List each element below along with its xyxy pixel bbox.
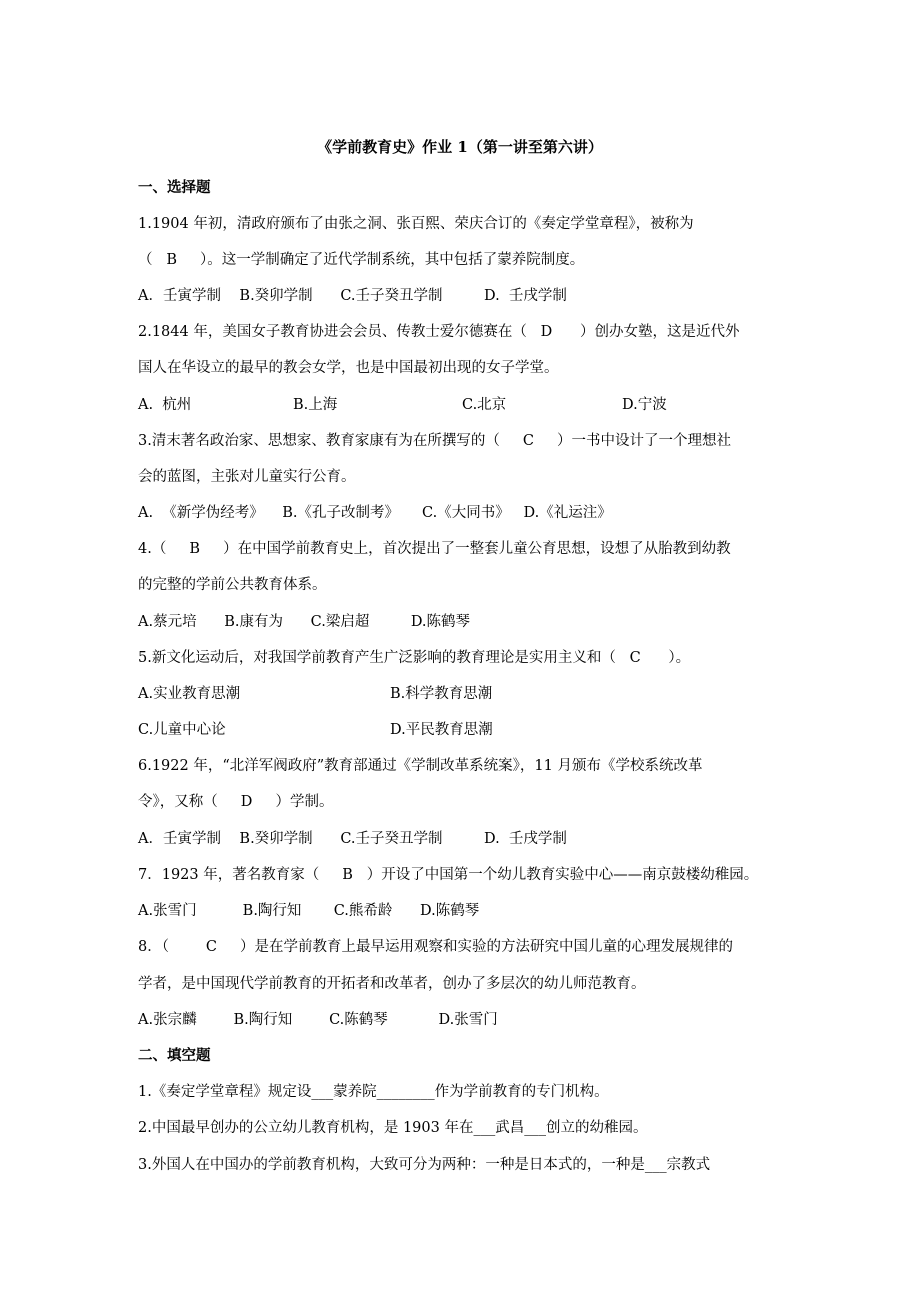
question-5-option-a: A.实业教育思潮 [138,686,241,702]
question-2-option-d: D.宁波 [622,397,667,413]
question-7-line-1: 7．1923 年，著名教育家（ B ）开设了中国第一个幼儿教育实验中心——南京鼓楼幼稚园。 [138,867,759,883]
section-heading-fill-blank: 二、填空题 [138,1047,211,1064]
fill-blank-3: 3.外国人在中国办的学前教育机构，大致可分为两种：一种是日本式的，一种是___宗教式 [138,1157,711,1173]
question-2-option-c: C.北京 [462,397,507,413]
question-3-line-1: 3.清末著名政治家、思想家、教育家康有为在所撰写的（ C ）一书中设计了一个理想社 [138,433,732,449]
question-3-options: A. 《新学伪经考》 B.《孔子改制考》 C.《大同书》 D.《礼运注》 [138,505,612,521]
question-1-line-1: 1.1904 年初，清政府颁布了由张之洞、张百熙、荣庆合订的《奏定学堂章程》，被称为 [138,216,694,232]
question-8-line-1: 8．（ C ）是在学前教育上最早运用观察和实验的方法研究中国儿童的心理发展规律的 [138,939,733,955]
question-5-option-c: C.儿童中心论 [138,722,226,738]
question-2-option-a: A. 杭州 [138,397,192,413]
question-1-line-2: （ B ）。这一学制确定了近代学制系统，其中包括了蒙养院制度。 [138,252,585,268]
question-6-line-2: 令》，又称（ D ）学制。 [138,794,334,810]
question-1-options: A．壬寅学制 B.癸卯学制 C.壬子癸丑学制 D. 壬戌学制 [138,288,567,304]
question-6-options: A．壬寅学制 B.癸卯学制 C.壬子癸丑学制 D. 壬戌学制 [138,831,567,847]
question-3-line-2: 会的蓝图，主张对儿童实行公育。 [138,469,356,485]
question-4-options: A.蔡元培 B.康有为 C.梁启超 D.陈鹤琴 [138,614,471,630]
question-8-line-2: 学者，是中国现代学前教育的开拓者和改革者，创办了多层次的幼儿师范教育。 [138,976,646,992]
question-5-option-d: D.平民教育思潮 [390,722,493,738]
question-4-line-1: 4.（ B ）在中国学前教育史上，首次提出了一整套儿童公育思想，设想了从胎教到幼教 [138,541,731,557]
question-4-line-2: 的完整的学前公共教育体系。 [138,577,327,593]
page-title: 《学前教育史》作业 1（第一讲至第六讲） [317,138,603,156]
section-heading-choice: 一、选择题 [138,179,211,196]
fill-blank-2: 2.中国最早创办的公立幼儿教育机构，是 1903 年在___武昌___创立的幼稚园。 [138,1120,648,1136]
question-8-options: A.张宗麟 B.陶行知 C.陈鹤琴 D.张雪门 [138,1012,498,1028]
question-5-option-b: B.科学教育思潮 [390,686,493,702]
question-2-line-1: 2.1844 年，美国女子教育协进会会员、传教士爱尔德赛在（ D ）创办女塾，这是近代外 [138,324,740,340]
question-2-line-2: 国人在华设立的最早的教会女学，也是中国最初出现的女子学堂。 [138,360,559,376]
question-5-line-1: 5.新文化运动后，对我国学前教育产生广泛影响的教育理论是实用主义和（ C ）。 [138,650,691,666]
fill-blank-1: 1.《奏定学堂章程》规定设___蒙养院________作为学前教育的专门机构。 [138,1084,609,1100]
question-2-option-b: B.上海 [293,397,338,413]
question-6-line-1: 6.1922 年，“北洋军阀政府”教育部通过《学制改革系统案》，11 月颁布《学校系统改革 [138,758,703,774]
question-7-options: A.张雪门 B.陶行知 C.熊希龄 D.陈鹤琴 [138,903,480,919]
